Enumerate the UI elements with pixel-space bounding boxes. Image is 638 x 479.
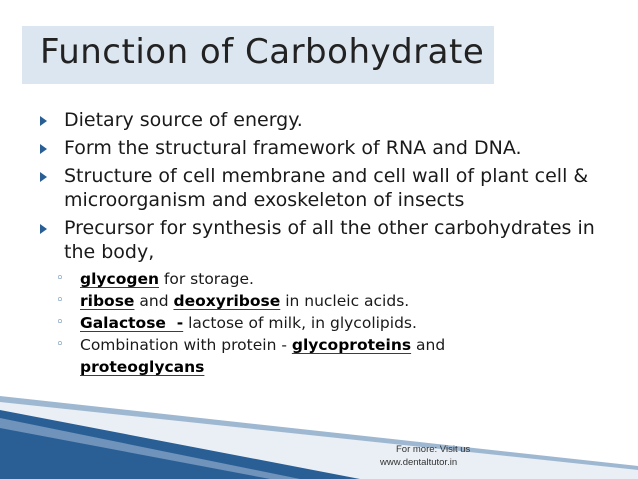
footer-line: For more: Visit us xyxy=(396,444,471,455)
bullet-text: Dietary source of energy. xyxy=(64,109,303,131)
sub-bullet-text: and xyxy=(134,292,174,310)
ring-icon: ◦ xyxy=(56,315,64,330)
footer-credit xyxy=(380,443,520,469)
footer-link[interactable]: www.dentaltutor.in xyxy=(380,457,458,468)
keyword: glycoproteins xyxy=(291,336,412,354)
ring-icon: ◦ xyxy=(56,271,64,286)
sub-bullet-text: Combination with protein - xyxy=(80,336,292,354)
sub-bullet-text: lactose of milk, in glycolipids. xyxy=(183,314,417,332)
keyword: Galactose - xyxy=(80,314,184,332)
ring-icon: ◦ xyxy=(56,293,64,308)
bullet-text: Precursor for synthesis of all the other carbohydrates in the body, xyxy=(64,217,595,263)
keyword: ribose xyxy=(80,292,135,310)
keyword: deoxyribose xyxy=(173,292,281,310)
sub-bullet-text: in nucleic acids. xyxy=(280,292,410,310)
keyword: proteoglycans xyxy=(80,358,205,376)
sub-bullet-text: and xyxy=(411,336,446,354)
sub-bullet-text: for storage. xyxy=(159,270,254,288)
slide-title: Function of Carbohydrate xyxy=(40,32,485,72)
bullet-text: Structure of cell membrane and cell wall of plant cell & microorganism and exoskeleton of insects xyxy=(64,165,589,211)
keyword: glycogen xyxy=(80,270,159,288)
ring-icon: ◦ xyxy=(56,337,64,352)
bullet-text: Form the structural framework of RNA and DNA. xyxy=(64,137,522,159)
